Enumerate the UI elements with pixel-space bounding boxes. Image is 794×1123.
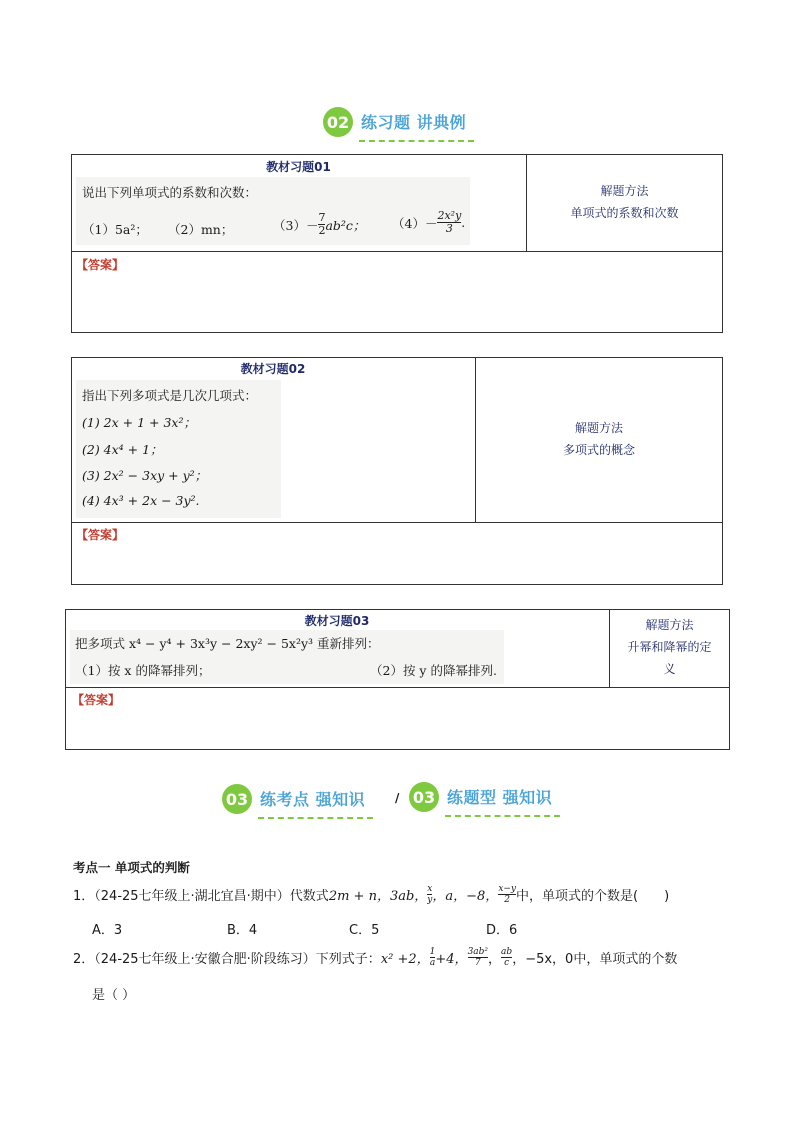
question-1-prefix: 1．（24-25七年级上·湖北宜昌·期中）代数式: [73, 889, 329, 904]
badge-number: 03: [409, 782, 439, 812]
badge-number: 02: [323, 107, 353, 137]
badge-separator: /: [395, 791, 400, 805]
badge-underline: [359, 140, 474, 142]
question-1-option-a[interactable]: A．3: [92, 923, 123, 938]
exercise-3-item-2: （2）按 y 的降幂排列.: [370, 663, 497, 678]
question-2-expr-1: x² +2，: [380, 952, 430, 967]
question-1-suffix: 中，单项式的个数是( ): [516, 889, 670, 904]
exercise-2-answer-label: 【答案】: [76, 528, 125, 542]
exercise-1-divider: [71, 251, 722, 252]
question-2-line-2: 是（ ）: [92, 988, 136, 1003]
badge-underline: [445, 815, 560, 817]
frac-den: 7: [474, 958, 481, 968]
fraction-3ab2-over-7: [468, 947, 488, 968]
exercise-1-item-4: [392, 210, 465, 235]
frac-den: c: [504, 958, 510, 968]
exercise-1-item-1: （1）5a²；: [82, 222, 148, 237]
exercise-3-answer-label: 【答案】: [72, 693, 121, 707]
exercise-1-item-4-prefix: （4）－: [392, 215, 438, 231]
frac-num: x: [427, 884, 433, 894]
section-badge-03-types: [409, 782, 552, 812]
exercise-3-prompt: 把多项式 x⁴ − y⁴ + 3x³y − 2xy² − 5x²y³ 重新排列：: [75, 636, 380, 651]
frac-num: 3ab²: [467, 947, 489, 957]
question-1-expr: 2m + n，3ab，: [328, 889, 428, 904]
exercise-1-method-text: 单项式的系数和次数: [570, 206, 679, 220]
question-2-sep: ，: [488, 952, 502, 967]
exercise-1-prompt: 说出下列单项式的系数和次数：: [82, 185, 258, 200]
question-1-option-b[interactable]: B．4: [227, 923, 258, 938]
exercise-3-heading: 教材习题03: [304, 614, 370, 628]
badge-title: 练习题 讲典例: [361, 112, 467, 132]
section-badge-02: [323, 107, 466, 137]
exercise-2-heading: 教材习题02: [240, 362, 306, 376]
exercise-2-item-3: (3) 2x² − 3xy + y²；: [82, 468, 208, 483]
exercise-2-item-2: (2) 4x⁴ + 1；: [82, 442, 163, 457]
fraction-ab-over-c: [501, 947, 512, 968]
exercise-1-heading: 教材习题01: [266, 160, 331, 174]
badge-title: 练题型 强知识: [447, 787, 553, 807]
frac-den: y: [427, 895, 433, 905]
question-1-mid: ，a，−8，: [432, 889, 499, 904]
exercise-3-method-title: 解题方法: [645, 618, 694, 632]
question-1-stem: [73, 884, 669, 905]
section-title: 考点一 单项式的判断: [73, 860, 190, 875]
frac-num: 2x²y: [437, 209, 462, 222]
fraction-x-minus-y-over-2: [498, 884, 516, 905]
exercise-2-prompt: 指出下列多项式是几次几项式：: [82, 388, 258, 403]
frac-den: a: [429, 958, 436, 968]
exercise-1-item-4-end: .: [461, 215, 466, 230]
frac-den: 2: [318, 224, 326, 237]
section-badge-03-points: [222, 784, 365, 814]
exercise-3-method-line-1: 升幂和降幂的定: [627, 640, 712, 654]
exercise-1-item-3-prefix: （3）－: [273, 217, 319, 233]
question-2-prefix: 2．（24-25七年级上·安徽合肥·阶段练习）下列式子：: [73, 952, 381, 967]
fraction-7-over-2: [318, 212, 325, 237]
frac-den: 2: [504, 895, 511, 905]
frac-num: x−y: [498, 884, 517, 894]
frac-num: 7: [318, 211, 326, 224]
exercise-3-item-1: （1）按 x 的降幂排列；: [75, 663, 211, 678]
exercise-1-answer-label: 【答案】: [76, 258, 125, 272]
exercise-1-item-3: [273, 212, 365, 237]
frac-num: 1: [429, 947, 436, 957]
badge-number: 03: [222, 784, 252, 814]
exercise-1-item-2: （2）mn；: [168, 222, 234, 237]
exercise-2-item-1: (1) 2x + 1 + 3x²；: [82, 415, 196, 430]
exercise-1-method-title: 解题方法: [600, 184, 649, 198]
frac-den: 3: [445, 222, 453, 235]
badge-title: 练考点 强知识: [260, 789, 366, 809]
exercise-2-divider: [71, 522, 722, 523]
exercise-3-divider: [65, 687, 729, 688]
question-1-option-d[interactable]: D．6: [486, 923, 518, 938]
fraction-2x2y-over-3: [437, 210, 461, 235]
exercise-1-item-3-suffix: ab²c；: [325, 217, 366, 233]
exercise-2-method-title: 解题方法: [574, 421, 623, 435]
question-1-option-c[interactable]: C．5: [349, 923, 380, 938]
exercise-2-item-4: (4) 4x³ + 2x − 3y².: [82, 493, 200, 508]
exercise-2-method-text: 多项式的概念: [562, 443, 635, 457]
exercise-3-method-line-2: 义: [663, 662, 676, 676]
frac-num: ab: [501, 947, 513, 957]
badge-underline: [258, 817, 373, 819]
question-2-expr-3: ，−5x，0中，单项式的个数: [512, 952, 678, 967]
question-2-stem: [73, 947, 677, 968]
question-2-expr-2: +4，: [435, 952, 468, 967]
